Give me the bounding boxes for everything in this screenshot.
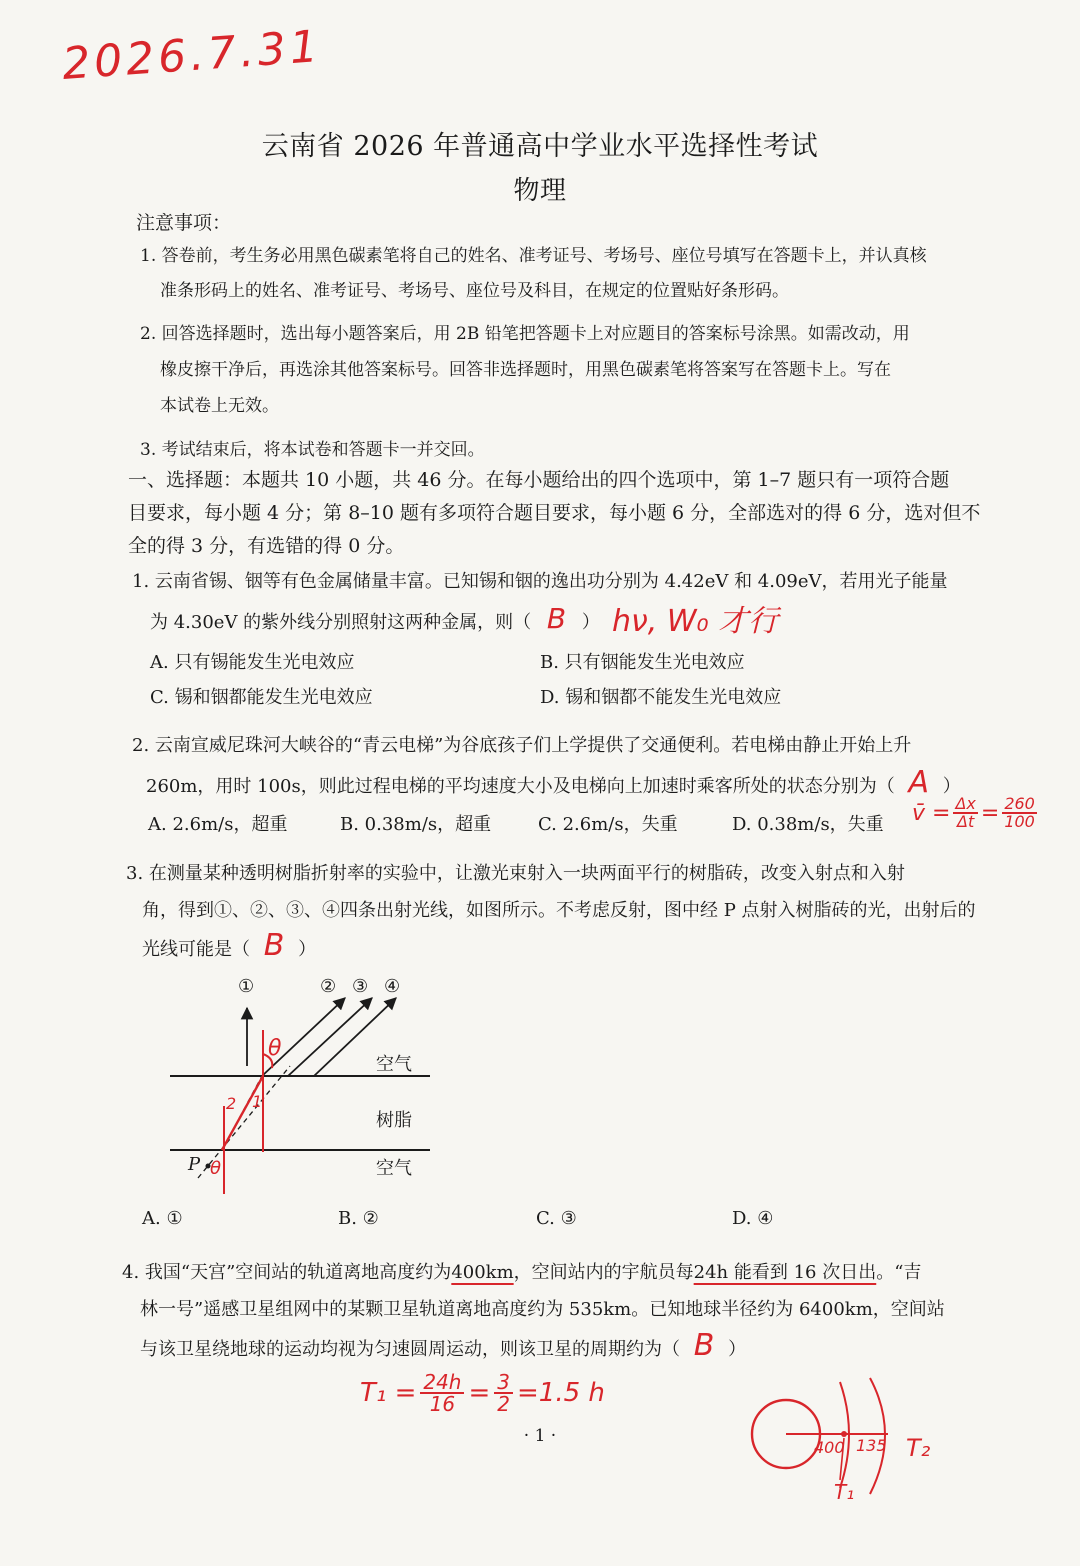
notes-item-3: 3. 考试结束后，将本试卷和答题卡一并交回。 <box>140 440 485 460</box>
q4-frac-2 <box>494 1372 513 1414</box>
q1-option-d: D. 锡和铟都不能发生光电效应 <box>540 687 782 708</box>
q3-stem-close: ） <box>298 939 317 960</box>
orbit-t1-label: T₁ <box>834 1480 855 1504</box>
notes-item-2-line-3: 本试卷上无效。 <box>160 396 279 416</box>
q3-line-2: 角，得到①、②、③、④四条出射光线，如图所示。不考虑反射，图中经 P 点射入树脂砖的光，出射后的 <box>142 900 976 921</box>
q3-handwritten-answer: B <box>263 928 285 963</box>
q2-line-2 <box>146 765 961 804</box>
q2-option-a: A. 2.6m/s，超重 <box>148 814 288 835</box>
orbit-t2-label: T₂ <box>906 1434 931 1462</box>
q4-formula-eq: = <box>468 1378 491 1408</box>
q4-line-2: 林一号”遥感卫星组网中的某颗卫星轨道离地高度约为 535km。已知地球半径约为 6400km，空间站 <box>140 1299 945 1320</box>
q3-option-b: B. ② <box>338 1208 379 1229</box>
notes-item-1-line-2: 准条形码上的姓名、准考证号、考场号、座位号及科目，在规定的位置贴好条形码。 <box>160 281 789 301</box>
q2-frac-2-den: 100 <box>1004 812 1035 831</box>
notes-heading: 注意事项： <box>136 212 232 234</box>
handwritten-date: 2026.7.31 <box>60 20 324 91</box>
q4-handwritten-answer: B <box>693 1328 715 1363</box>
q3-stem-text: 光线可能是（ <box>142 939 250 960</box>
q3-line-1: 3. 在测量某种透明树脂折射率的实验中，让激光束射入一块两面平行的树脂砖，改变入射点和入射 <box>126 863 905 884</box>
q4-frac-1-den: 16 <box>429 1392 456 1416</box>
q4-frac-2-den: 2 <box>497 1392 511 1416</box>
q4-line-1 <box>122 1255 921 1290</box>
q2-frac-1-den: Δt <box>957 812 975 831</box>
q2-handwritten-answer: A <box>908 765 930 800</box>
ray-label-1: ① <box>238 976 255 997</box>
exam-subject: 物理 <box>513 176 567 206</box>
q2-formula-lhs: v̄ = <box>912 800 951 826</box>
page-number: · 1 · <box>523 1426 557 1446</box>
q3-angle-1: 1 <box>252 1092 263 1111</box>
q4-handwritten-formula <box>360 1372 605 1414</box>
exam-title: 云南省 2026 年普通高中学业水平选择性考试 <box>261 131 819 162</box>
q1-stem-text: 为 4.30eV 的紫外线分别照射这两种金属，则（ <box>150 612 532 633</box>
q3-angle-theta-bottom: θ <box>210 1158 222 1179</box>
q1-handwritten-note: hν, W₀ 才行 <box>612 604 779 639</box>
q2-line-1: 2. 云南宣威尼珠河大峡谷的“青云电梯”为谷底孩子们上学提供了交通便利。若电梯由静止开始上升 <box>132 735 912 756</box>
q2-formula-frac-2 <box>1002 796 1037 830</box>
label-point-p: P <box>188 1154 201 1175</box>
q2-frac-1-num: Δx <box>955 794 976 813</box>
q1-option-b: B. 只有铟能发生光电效应 <box>540 652 745 673</box>
q1-handwritten-answer: B <box>546 602 567 635</box>
ray-label-2: ② <box>320 976 337 997</box>
q2-handwritten-formula <box>912 796 1037 830</box>
q4-stem-close: ） <box>728 1339 747 1360</box>
q2-frac-2-num: 260 <box>1004 794 1035 813</box>
q3-option-c: C. ③ <box>536 1208 577 1229</box>
q4-text-a: 4. 我国“天宫”空间站的轨道离地高度约为 <box>122 1262 452 1283</box>
q2-stem-text: 260m，用时 100s，则此过程电梯的平均速度大小及电梯向上加速时乘客所处的状态分别为（ <box>146 776 895 797</box>
q4-line-3 <box>140 1328 746 1367</box>
section-1-line-3: 全的得 3 分，有选错的得 0 分。 <box>128 535 405 557</box>
q3-angle-2: 2 <box>226 1094 237 1113</box>
q2-formula-frac-1 <box>953 796 977 830</box>
q2-option-d: D. 0.38m/s，失重 <box>732 814 884 835</box>
q4-formula-result: =1.5 h <box>517 1378 605 1408</box>
notes-item-1-line-1: 1. 答卷前，考生务必用黑色碳素笔将自己的姓名、准考证号、考场号、座位号填写在答题卡上，并认真核 <box>140 246 927 266</box>
q4-text-e: 。“吉 <box>876 1262 922 1283</box>
ray-label-3: ③ <box>352 976 369 997</box>
label-air-bottom: 空气 <box>376 1158 412 1179</box>
notes-item-2-line-2: 橡皮擦干净后，再选涂其他答案标号。回答非选择题时，用黑色碳素笔将答案写在答题卡上。写在 <box>160 360 891 380</box>
q2-stem-close: ） <box>942 776 961 797</box>
q4-text-underlined-1: 400km <box>451 1262 514 1283</box>
label-resin: 树脂 <box>376 1110 412 1131</box>
q4-frac-2-num: 3 <box>494 1372 513 1394</box>
q3-option-a: A. ① <box>142 1208 183 1229</box>
q4-stem-text: 与该卫星绕地球的运动均视为匀速圆周运动，则该卫星的周期约为（ <box>140 1339 680 1360</box>
label-air-top: 空气 <box>376 1054 412 1075</box>
q2-formula-eq: = <box>980 800 1000 826</box>
q1-line-2 <box>150 601 600 640</box>
orbit-height-135: 135 <box>856 1436 887 1455</box>
q4-formula-lhs: T₁ = <box>360 1378 417 1408</box>
red-ray-in-resin <box>222 1076 263 1150</box>
q3-line-3 <box>142 928 316 967</box>
q1-stem-close: ） <box>581 612 600 633</box>
q4-text-underlined-2: 24h 能看到 16 次日出 <box>693 1262 877 1283</box>
q2-option-c: C. 2.6m/s，失重 <box>538 814 678 835</box>
ray-label-4: ④ <box>384 976 401 997</box>
orbit-height-400: 400 <box>814 1438 845 1457</box>
notes-item-2-line-1: 2. 回答选择题时，选出每小题答案后，用 2B 铅笔把答题卡上对应题目的答案标号涂黑。如需改动，用 <box>140 324 910 344</box>
q2-option-b: B. 0.38m/s，超重 <box>340 814 492 835</box>
q3-option-d: D. ④ <box>732 1208 774 1229</box>
q4-frac-1 <box>420 1372 464 1414</box>
q4-frac-1-num: 24h <box>420 1372 464 1394</box>
section-1-line-2: 目要求，每小题 4 分；第 8–10 题有多项符合题目要求，每小题 6 分，全部选对的得 6 分，选对但不 <box>128 502 981 524</box>
q1-line-1: 1. 云南省锡、铟等有色金属储量丰富。已知锡和铟的逸出功分别为 4.42eV 和 4.09eV，若用光子能量 <box>132 571 948 592</box>
q4-text-c: ，空间站内的宇航员每 <box>513 1262 694 1283</box>
section-1-line-1: 一、选择题：本题共 10 小题，共 46 分。在每小题给出的四个选项中，第 1–7 题只有一项符合题 <box>128 469 950 491</box>
q1-option-a: A. 只有锡能发生光电效应 <box>150 652 355 673</box>
ray-3-line <box>288 998 372 1076</box>
q1-option-c: C. 锡和铟都能发生光电效应 <box>150 687 373 708</box>
q3-angle-theta-top: θ <box>268 1036 282 1061</box>
